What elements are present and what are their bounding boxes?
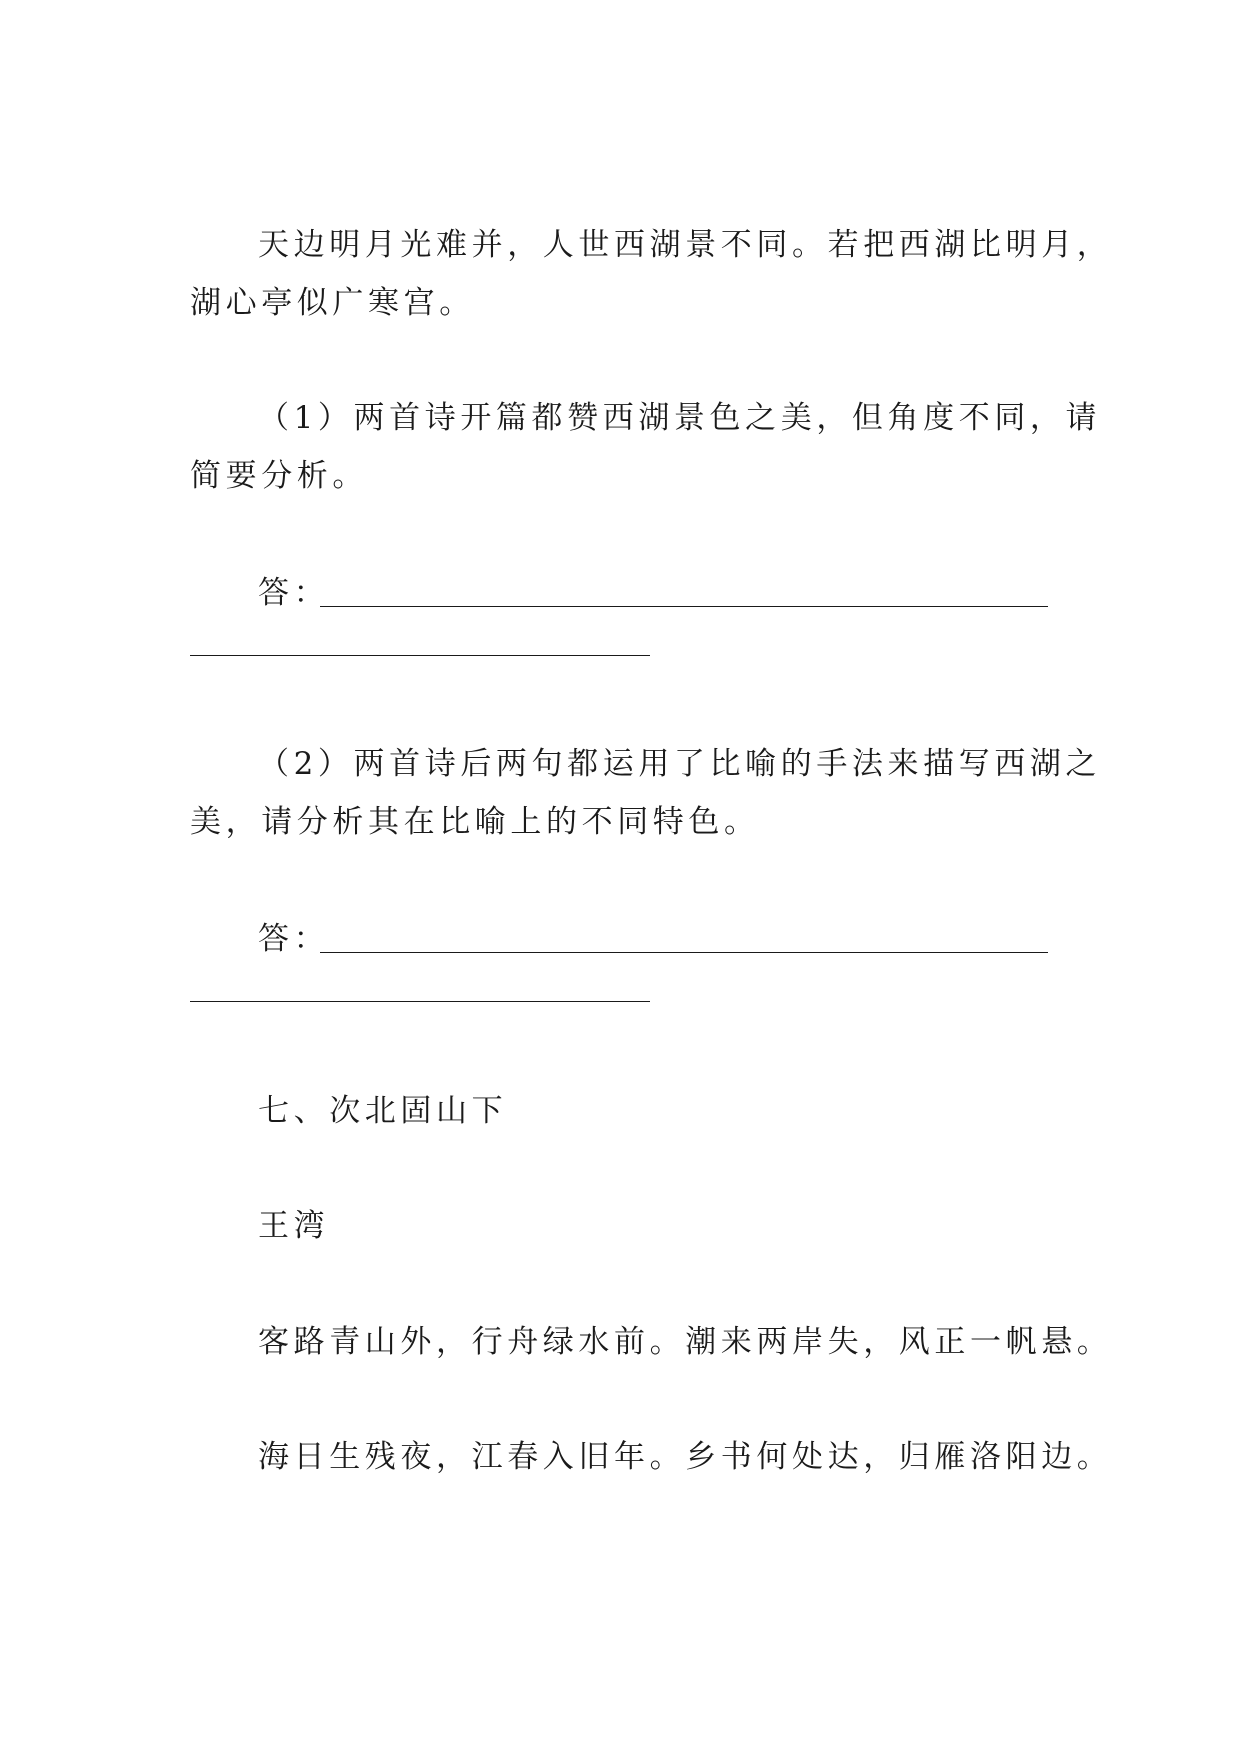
answer-blank-line (190, 655, 650, 656)
poem-line: 天边明月光难并，人世西湖景不同。若把西湖比明月， (258, 227, 1113, 263)
answer-blank-line (320, 606, 1048, 607)
answer-label: 答： (258, 575, 330, 611)
answer-label: 答： (258, 921, 330, 957)
poem-line: 湖心亭似广寒宫。 (190, 285, 475, 321)
answer-blank-line (320, 952, 1048, 953)
poem-verse: 客路青山外，行舟绿水前。潮来两岸失，风正一帆悬。 (258, 1324, 1113, 1360)
poem-verse: 海日生残夜，江春入旧年。乡书何处达，归雁洛阳边。 (258, 1439, 1113, 1475)
question-1-text: （1）两首诗开篇都赞西湖景色之美，但角度不同，请 (258, 400, 1102, 436)
poem-author: 王湾 (258, 1208, 330, 1244)
question-2-text: （2）两首诗后两句都运用了比喻的手法来描写西湖之 (258, 746, 1102, 782)
answer-1-row (258, 573, 1048, 613)
question-2-text: 美，请分析其在比喻上的不同特色。 (190, 804, 760, 840)
question-1-text: 简要分析。 (190, 458, 368, 494)
answer-blank-line (190, 1001, 650, 1002)
answer-2-row (258, 919, 1048, 959)
section-title: 七、次北固山下 (258, 1093, 508, 1129)
